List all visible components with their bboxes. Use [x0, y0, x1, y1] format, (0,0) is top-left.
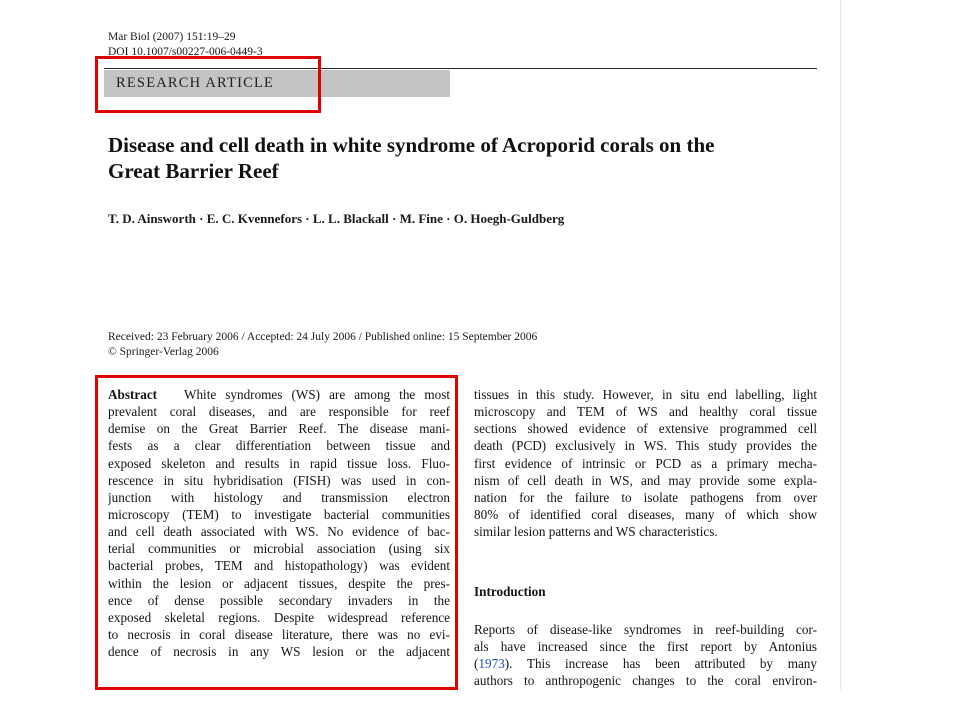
- introduction-heading: Introduction: [474, 584, 546, 599]
- abstract-line: death (PCD) exclusively in WS. This study provides the: [474, 438, 817, 454]
- abstract-line: sections showed evidence of extensive programmed cell: [474, 421, 817, 437]
- author-list: T. D. Ainsworth · E. C. Kvennefors · L. L. Blackall · M. Fine · O. Hoegh-Guldberg: [108, 211, 565, 226]
- abstract-line: terial communities or microbial association (using six: [108, 541, 450, 557]
- abstract-label: Abstract: [108, 387, 158, 402]
- abstract-line: dence of necrosis in any WS lesion or the adjacent: [108, 644, 450, 660]
- abstract-line: fests as a clear differentiation between tissue and: [108, 438, 450, 454]
- abstract-line: nism of cell death in WS, and may provide some expla-: [474, 472, 817, 488]
- intro-line: Reports of disease-like syndromes in reef-building cor-: [474, 622, 817, 637]
- copyright-line: © Springer-Verlag 2006: [108, 346, 219, 358]
- abstract-line: within the lesion or adjacent tissues, despite the pres-: [108, 575, 450, 591]
- abstract-continued-column: [474, 386, 817, 540]
- intro-line: als have increased since the first report by Antonius: [474, 639, 817, 655]
- dates-line: Received: 23 February 2006 / Accepted: 24 July 2006 / Published online: 15 September 2006: [108, 331, 538, 343]
- abstract-line: tissues in this study. However, in situ end labelling, light: [474, 387, 817, 402]
- journal-header: [108, 30, 263, 55]
- abstract-line: nation for the failure to isolate pathogens from over: [474, 489, 817, 505]
- abstract-line: similar lesion patterns and WS characteristics.: [474, 524, 718, 540]
- journal-citation: Mar Biol (2007) 151:19–29: [108, 31, 236, 43]
- abstract-line: prevalent coral diseases, and are responsible for reef: [108, 404, 450, 420]
- abstract-line: rescence in situ hybridisation (FISH) was used in con-: [108, 472, 450, 488]
- publication-dates: [108, 330, 728, 360]
- intro-line: (1973). This increase has been attributed by many: [474, 656, 817, 672]
- abstract-line: exposed skeleton and results in rapid tissue loss. Fluo-: [108, 455, 450, 471]
- abstract-line: exposed skeletal regions. Despite widespread reference: [108, 609, 450, 625]
- abstract-line: 80% of identified coral diseases, many of which show: [474, 506, 817, 522]
- abstract-line: to necrosis in coral disease literature, there was no evi-: [108, 626, 450, 642]
- abstract-line: microscopy and TEM of WS and healthy coral tissue: [474, 404, 817, 420]
- abstract-line: bacterial probes, TEM and histopathology) was evident: [108, 558, 450, 574]
- abstract-line-1: Abstract White syndromes (WS) are among the most: [108, 387, 450, 402]
- abstract-line: microscopy (TEM) to investigate bacterial communities: [108, 506, 450, 522]
- abstract-line: and cell death associated with WS. No evidence of bac-: [108, 524, 450, 540]
- article-title: Disease and cell death in white syndrome of Acroporid corals on the Great Barrier Reef: [108, 133, 715, 183]
- citation-link-1973[interactable]: 1973: [478, 656, 505, 672]
- highlight-box-abstract: [95, 375, 458, 690]
- intro-line: authors to anthropogenic changes to the coral environ-: [474, 673, 817, 689]
- introduction-column: [474, 621, 817, 690]
- article-type-label: RESEARCH ARTICLE: [116, 75, 275, 91]
- abstract-line: ence of dense possible secondary invaders in the: [108, 592, 450, 608]
- doi-text: DOI 10.1007/s00227-006-0449-3: [108, 46, 263, 55]
- abstract-line: first evidence of intrinsic or PCD as a primary mecha-: [474, 455, 817, 471]
- abstract-line: demise on the Great Barrier Reef. The disease mani-: [108, 421, 450, 437]
- highlight-box-article-type: [95, 56, 321, 113]
- abstract-line: junction with histology and transmission electron: [108, 489, 450, 505]
